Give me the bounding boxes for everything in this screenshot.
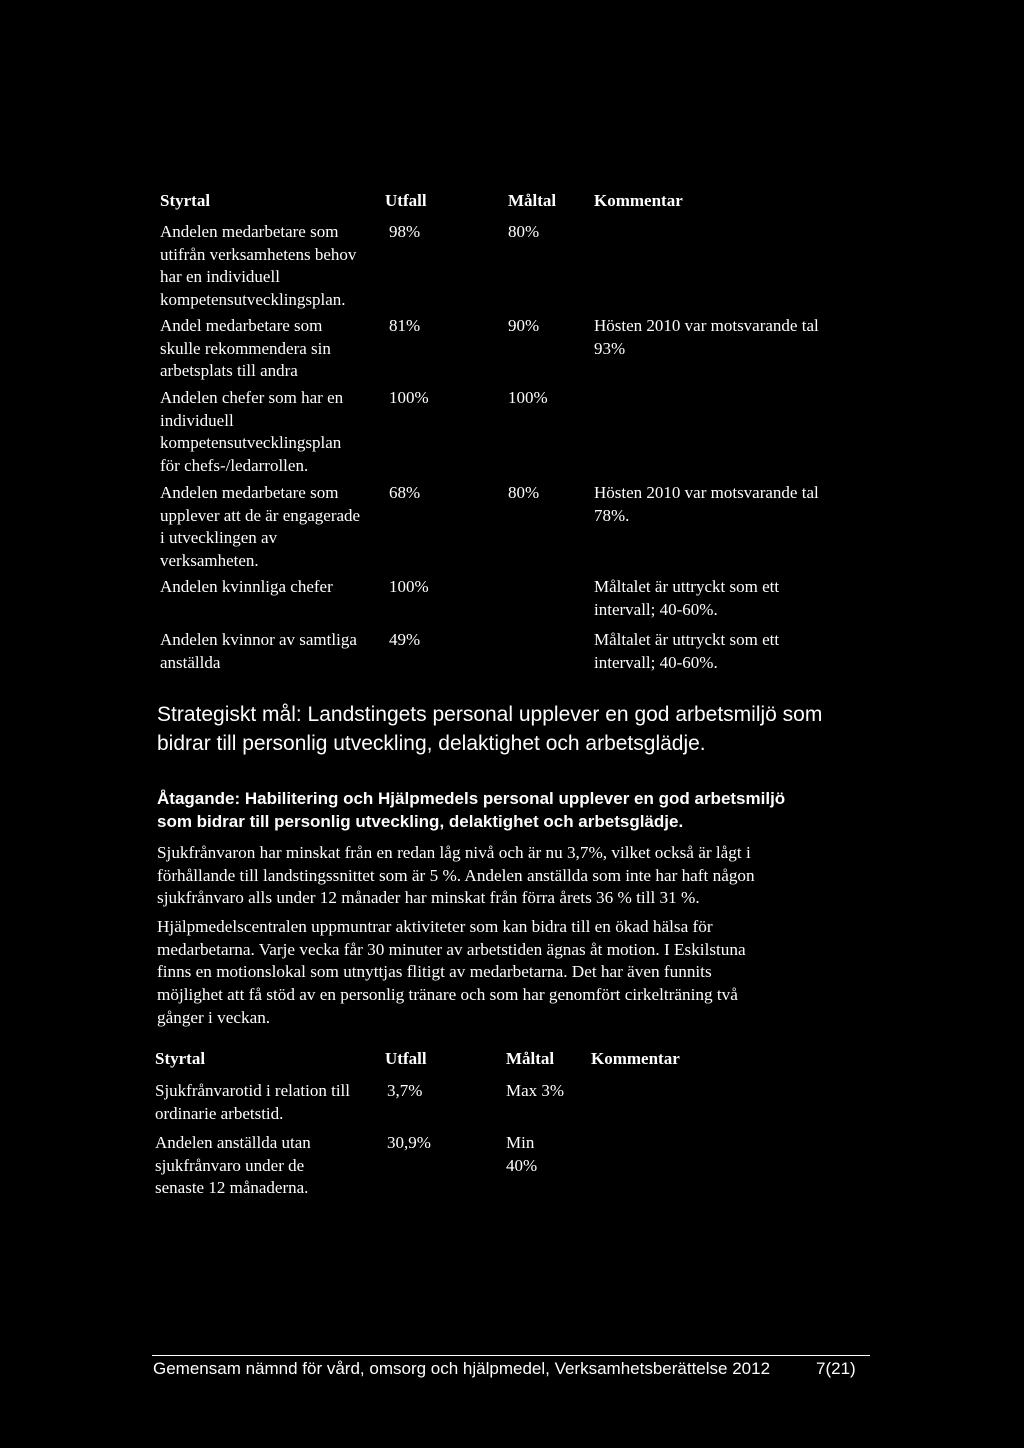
maltal-value xyxy=(506,1132,537,1177)
utfall-value: 30,9% xyxy=(387,1133,431,1152)
maltal-value: 100% xyxy=(508,388,548,407)
header-utfall: Utfall xyxy=(385,191,427,210)
paragraph-line: Hjälpmedelscentralen uppmuntrar aktiviteter som kan bidra till en ökad hälsa för xyxy=(157,917,713,936)
table-row xyxy=(160,629,357,674)
styrtal-line: Andelen chefer som har en xyxy=(160,388,344,407)
utfall-value: 98% xyxy=(389,222,421,241)
paragraph-line: möjlighet att få stöd av en personlig tränare och som har genomfört cirkelträning två xyxy=(157,985,738,1005)
styrtal-line: Sjukfrånvarotid i relation till xyxy=(155,1081,350,1100)
strategic-goal-heading xyxy=(157,700,857,758)
utfall-value: 81% xyxy=(389,316,421,335)
header-styrtal: Styrtal xyxy=(160,191,211,210)
styrtal-line: upplever att de är engagerade xyxy=(160,505,361,525)
styrtal-line: arbetsplats till andra xyxy=(160,361,298,380)
utfall-value: 49% xyxy=(389,630,421,649)
goal-line: bidrar till personlig utveckling, delaktighet och arbetsglädje. xyxy=(157,732,706,755)
kommentar-text xyxy=(594,576,779,621)
styrtal-line: skulle rekommendera sin xyxy=(160,338,331,358)
kommentar-line: Måltalet är uttryckt som ett xyxy=(594,630,780,649)
styrtal-line: Andelen kvinnliga chefer xyxy=(160,577,333,596)
paragraph-health xyxy=(157,916,857,1030)
footer-divider xyxy=(152,1355,870,1356)
commitment-line: Åtagande: Habilitering och Hjälpmedels personal upplever en god arbetsmiljö xyxy=(157,789,786,808)
commitment-heading xyxy=(157,787,857,833)
styrtal-line: för chefs-/ledarrollen. xyxy=(160,455,309,475)
kommentar-text xyxy=(594,315,819,360)
commitment-line: som bidrar till personlig utveckling, delaktighet och arbetsglädje. xyxy=(157,812,684,831)
utfall-value: 100% xyxy=(389,388,429,407)
header-maltal: Måltal xyxy=(506,1049,555,1068)
styrtal-line: kompetensutvecklingsplan xyxy=(160,433,342,452)
footer-title: Gemensam nämnd för vård, omsorg och hjälpmedel, Verksamhetsberättelse 2012 xyxy=(153,1359,771,1378)
utfall-value: 68% xyxy=(389,483,421,502)
styrtal-line: Andelen anställda utan xyxy=(155,1133,311,1152)
kommentar-line: 93% xyxy=(594,338,626,358)
header-styrtal: Styrtal xyxy=(155,1049,206,1068)
paragraph-line: sjukfrånvaro alls under 12 månader har minskat från förra årets 36 % till 31 %. xyxy=(157,888,700,908)
paragraph-line: förhållande till landstingssnittet som är 5 %. Andelen anställda som inte har haft någon xyxy=(157,865,755,885)
maltal-line: Max 3% xyxy=(506,1081,565,1100)
styrtal-line: Andel medarbetare som xyxy=(160,316,323,335)
maltal-value: 80% xyxy=(508,483,540,502)
styrtal-line: Andelen medarbetare som xyxy=(160,222,339,241)
styrtal-line: kompetensutvecklingsplan. xyxy=(160,289,346,309)
styrtal-line: anställda xyxy=(160,652,221,672)
header-utfall: Utfall xyxy=(385,1049,427,1068)
kommentar-line: 78%. xyxy=(594,505,630,525)
kommentar-line: intervall; 40-60%. xyxy=(594,599,718,619)
kommentar-line: intervall; 40-60%. xyxy=(594,652,718,672)
maltal-line: Min xyxy=(506,1133,535,1152)
maltal-value: 80% xyxy=(508,222,540,241)
styrtal-line: verksamheten. xyxy=(160,550,259,570)
table-row xyxy=(155,1132,311,1200)
kommentar-line: Hösten 2010 var motsvarande tal xyxy=(594,316,819,335)
table-row xyxy=(160,315,331,383)
paragraph-line: finns en motionslokal som utnyttjas flitigt av medarbetarna. Det har även funnits xyxy=(157,962,712,982)
styrtal-line: Andelen kvinnor av samtliga xyxy=(160,630,357,649)
styrtal-line: utifrån verksamhetens behov xyxy=(160,244,357,264)
header-maltal: Måltal xyxy=(508,191,557,210)
styrtal-line: Andelen medarbetare som xyxy=(160,483,339,502)
maltal-value xyxy=(506,1080,564,1103)
styrtal-line: individuell xyxy=(160,410,234,430)
header-kommentar: Kommentar xyxy=(594,191,683,210)
kommentar-text xyxy=(594,482,819,527)
paragraph-line: Sjukfrånvaron har minskat från en redan låg nivå och är nu 3,7%, vilket också är lågt i xyxy=(157,843,751,862)
styrtal-line: i utvecklingen av xyxy=(160,528,278,547)
utfall-value: 3,7% xyxy=(387,1081,423,1100)
maltal-line: 40% xyxy=(506,1155,538,1175)
maltal-value: 90% xyxy=(508,316,540,335)
paragraph-line: medarbetarna. Varje vecka får 30 minuter av arbetstiden ägnas åt motion. I Eskilstuna xyxy=(157,939,746,959)
page-number: 7(21) xyxy=(816,1359,856,1378)
table-row xyxy=(160,221,356,311)
goal-line: Strategiskt mål: Landstingets personal upplever en god arbetsmiljö som xyxy=(157,703,823,726)
utfall-value: 100% xyxy=(389,577,429,596)
table-row xyxy=(160,387,343,477)
header-kommentar: Kommentar xyxy=(591,1049,680,1068)
styrtal-line: har en individuell xyxy=(160,267,280,286)
table-row xyxy=(160,482,360,572)
styrtal-line: ordinarie arbetstid. xyxy=(155,1103,284,1123)
table-row xyxy=(155,1080,350,1125)
styrtal-line: sjukfrånvaro under de xyxy=(155,1155,305,1175)
kommentar-text xyxy=(594,629,779,674)
paragraph-line: gånger i veckan. xyxy=(157,1007,271,1027)
paragraph-sick-leave xyxy=(157,842,857,910)
table-row xyxy=(160,576,333,599)
styrtal-line: senaste 12 månaderna. xyxy=(155,1178,309,1197)
kommentar-line: Måltalet är uttryckt som ett xyxy=(594,577,780,596)
kommentar-line: Hösten 2010 var motsvarande tal xyxy=(594,483,819,502)
